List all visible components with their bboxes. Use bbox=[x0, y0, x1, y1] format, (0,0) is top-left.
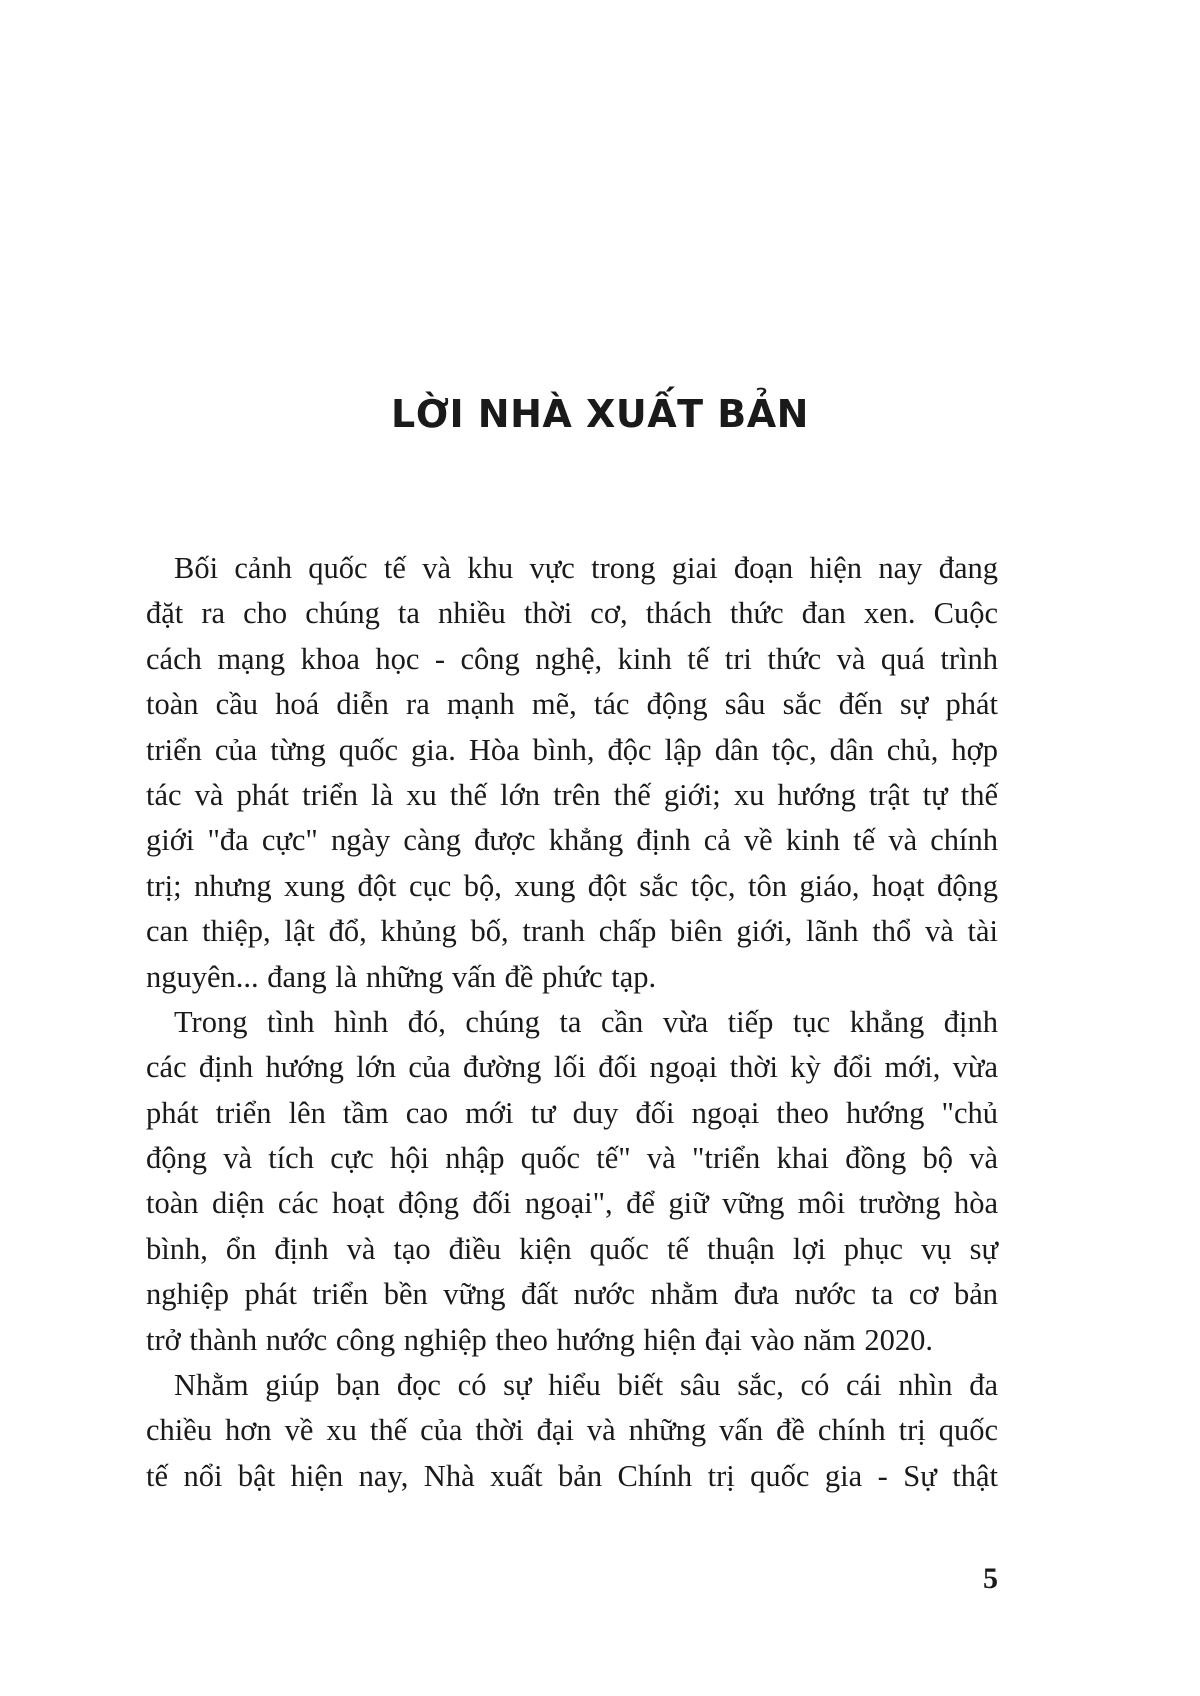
paragraph-3-line-3: tế nổi bật hiện nay, Nhà xuất bản Chính trị quốc gia - Sự thật bbox=[146, 1458, 998, 1493]
paragraph-1-line-5: triển của từng quốc gia. Hòa bình, độc lập dân tộc, dân chủ, hợp bbox=[146, 732, 998, 767]
paragraph-1-line-9: can thiệp, lật đổ, khủng bố, tranh chấp biên giới, lãnh thổ và tài bbox=[146, 914, 998, 949]
paragraph-2-line-5: toàn diện các hoạt động đối ngoại", để giữ vững môi trường hòa bbox=[146, 1186, 998, 1221]
paragraph-1-line-8: trị; nhưng xung đột cục bộ, xung đột sắc tộc, tôn giáo, hoạt động bbox=[146, 868, 998, 903]
paragraph-2-line-2: các định hướng lớn của đường lối đối ngoại thời kỳ đổi mới, vừa bbox=[146, 1050, 998, 1085]
paragraph-1-line-3: cách mạng khoa học - công nghệ, kinh tế tri thức và quá trình bbox=[146, 641, 998, 676]
paragraph-3-line-2: chiều hơn về xu thế của thời đại và những vấn đề chính trị quốc bbox=[146, 1413, 998, 1448]
paragraph-2-line-4: động và tích cực hội nhập quốc tế" và "triển khai đồng bộ và bbox=[146, 1141, 998, 1176]
paragraph-1-line-10: nguyên... đang là những vấn đề phức tạp. bbox=[146, 959, 657, 994]
paragraph-2-line-8: trở thành nước công nghiệp theo hướng hiện đại vào năm 2020. bbox=[146, 1322, 934, 1357]
paragraph-1-line-2: đặt ra cho chúng ta nhiều thời cơ, thách thức đan xen. Cuộc bbox=[146, 596, 998, 631]
paragraph-2-line-7: nghiệp phát triển bền vững đất nước nhằm đưa nước ta cơ bản bbox=[146, 1277, 998, 1312]
paragraph-1-line-1: Bối cảnh quốc tế và khu vực trong giai đoạn hiện nay đang bbox=[174, 551, 998, 585]
body-text bbox=[146, 546, 998, 1499]
paragraph-2-line-3: phát triển lên tầm cao mới tư duy đối ngoại theo hướng "chủ bbox=[146, 1095, 998, 1130]
paragraph-1-line-6: tác và phát triển là xu thế lớn trên thế giới; xu hướng trật tự thế bbox=[146, 777, 998, 812]
paragraph-2-line-6: bình, ổn định và tạo điều kiện quốc tế thuận lợi phục vụ sự bbox=[146, 1231, 998, 1266]
paragraph-2-line-1: Trong tình hình đó, chúng ta cần vừa tiếp tục khẳng định bbox=[174, 1004, 998, 1039]
page-number: 5 bbox=[983, 1562, 998, 1595]
page-title: LỜI NHÀ XUẤT BẢN bbox=[391, 392, 809, 436]
paragraph-1-line-7: giới "đa cực" ngày càng được khẳng định cả về kinh tế và chính bbox=[146, 823, 998, 858]
paragraph-1-line-4: toàn cầu hoá diễn ra mạnh mẽ, tác động sâu sắc đến sự phát bbox=[146, 687, 998, 722]
paragraph-3-line-1: Nhằm giúp bạn đọc có sự hiểu biết sâu sắc, có cái nhìn đa bbox=[174, 1368, 998, 1403]
